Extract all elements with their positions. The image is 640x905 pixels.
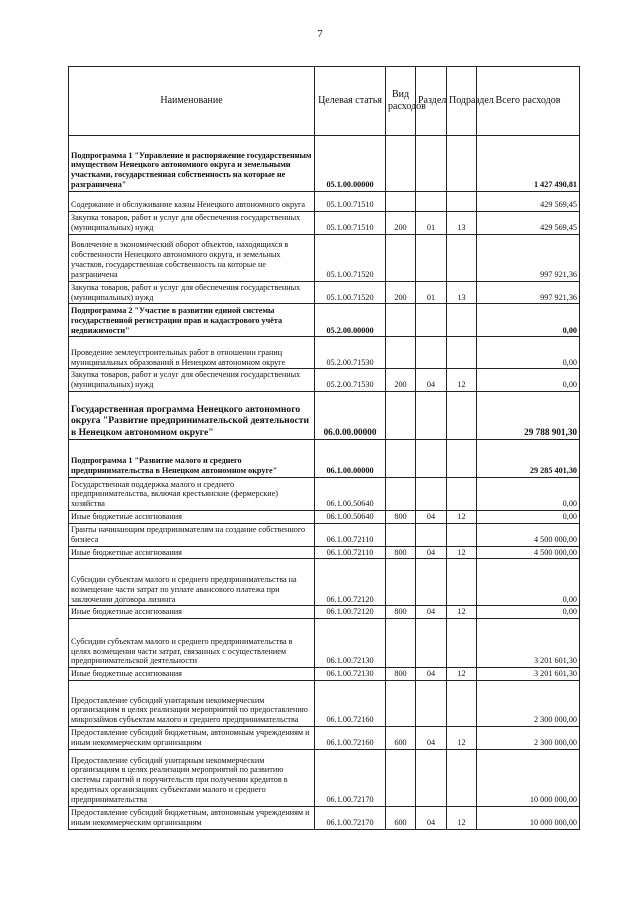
cell-total: 0,00 <box>477 606 580 619</box>
cell-subsection <box>447 337 477 369</box>
cell-name: Иные бюджетные ассигнования <box>69 511 315 524</box>
cell-kind: 200 <box>386 369 416 392</box>
cell-total: 4 500 000,00 <box>477 523 580 546</box>
table-row <box>69 369 580 392</box>
table-row <box>69 806 580 829</box>
cell-subsection: 12 <box>447 606 477 619</box>
cell-total: 29 788 901,30 <box>477 392 580 440</box>
cell-article: 05.1.00.71510 <box>315 212 386 235</box>
cell-kind: 200 <box>386 212 416 235</box>
cell-total: 0,00 <box>477 337 580 369</box>
table-row <box>69 234 580 281</box>
cell-kind <box>386 619 416 668</box>
cell-total: 0,00 <box>477 369 580 392</box>
cell-section <box>416 681 447 727</box>
cell-total: 429 569,45 <box>477 192 580 212</box>
table-row <box>69 478 580 511</box>
cell-section <box>416 440 447 478</box>
cell-total: 0,00 <box>477 478 580 511</box>
cell-name: Подпрограмма 1 "Развитие малого и среднего предпринимательства в Ненецком автономном округе" <box>69 440 315 478</box>
cell-section: 04 <box>416 727 447 750</box>
cell-subsection <box>447 619 477 668</box>
cell-subsection: 12 <box>447 727 477 750</box>
cell-name: Субсидии субъектам малого и среднего предпринимательства в целях возмещения части затрат, связанных с осуществлением предпринимательской деятельности <box>69 619 315 668</box>
budget-table <box>68 66 580 830</box>
cell-total: 0,00 <box>477 304 580 337</box>
cell-article: 06.1.00.50640 <box>315 478 386 511</box>
cell-article: 05.2.00.71530 <box>315 369 386 392</box>
cell-total: 2 300 000,00 <box>477 681 580 727</box>
cell-name: Гранты начинающим предпринимателям на создание собственного бизнеса <box>69 523 315 546</box>
cell-kind <box>386 523 416 546</box>
cell-article: 06.1.00.72160 <box>315 727 386 750</box>
table-row <box>69 392 580 440</box>
cell-section: 01 <box>416 212 447 235</box>
cell-section: 04 <box>416 806 447 829</box>
cell-subsection <box>447 681 477 727</box>
cell-subsection: 12 <box>447 668 477 681</box>
cell-subsection <box>447 440 477 478</box>
cell-article: 06.1.00.50640 <box>315 511 386 524</box>
cell-section <box>416 619 447 668</box>
cell-name: Субсидии субъектам малого и среднего предпринимательства на возмещение части затрат по уплате авансового платежа при заключении договора лизинга <box>69 559 315 606</box>
cell-section <box>416 192 447 212</box>
cell-total: 29 285 401,30 <box>477 440 580 478</box>
cell-total: 0,00 <box>477 511 580 524</box>
cell-kind <box>386 304 416 337</box>
page-number: 7 <box>317 28 323 40</box>
table-row <box>69 511 580 524</box>
table-row <box>69 136 580 192</box>
cell-name: Государственная программа Ненецкого автономного округа "Развитие предпринимательской деятельности в Ненецком автономном округе" <box>69 392 315 440</box>
table-row <box>69 337 580 369</box>
cell-article: 06.1.00.72110 <box>315 523 386 546</box>
cell-total: 3 201 601,30 <box>477 668 580 681</box>
cell-section: 04 <box>416 511 447 524</box>
cell-article: 05.1.00.71520 <box>315 281 386 304</box>
cell-article: 06.0.00.00000 <box>315 392 386 440</box>
cell-kind <box>386 234 416 281</box>
cell-name: Предоставление субсидий унитарным некоммерческим организациям в целях реализации мероприятий по развитию системы гарантий и поручительств при получении кредитов в кредитных организациях субъектами малого и среднего предпринимательства <box>69 749 315 806</box>
cell-kind: 800 <box>386 606 416 619</box>
cell-section <box>416 304 447 337</box>
cell-section: 04 <box>416 606 447 619</box>
cell-section: 01 <box>416 281 447 304</box>
header-section: Раздел <box>416 67 447 136</box>
table-row <box>69 681 580 727</box>
cell-name: Закупка товаров, работ и услуг для обеспечения государственных (муниципальных) нужд <box>69 369 315 392</box>
cell-total: 0,00 <box>477 559 580 606</box>
cell-kind <box>386 440 416 478</box>
table-row <box>69 212 580 235</box>
cell-article: 05.1.00.71520 <box>315 234 386 281</box>
table-row <box>69 727 580 750</box>
cell-kind <box>386 478 416 511</box>
cell-article: 05.2.00.71530 <box>315 337 386 369</box>
cell-article: 06.1.00.72130 <box>315 668 386 681</box>
cell-section: 04 <box>416 668 447 681</box>
cell-article: 06.1.00.72130 <box>315 619 386 668</box>
header-name: Наименование <box>69 67 315 136</box>
cell-section: 04 <box>416 369 447 392</box>
cell-subsection <box>447 478 477 511</box>
cell-name: Предоставление субсидий бюджетным, автономным учреждениям и иным некоммерческим организациям <box>69 806 315 829</box>
cell-article: 05.2.00.00000 <box>315 304 386 337</box>
cell-section <box>416 392 447 440</box>
cell-name: Закупка товаров, работ и услуг для обеспечения государственных (муниципальных) нужд <box>69 212 315 235</box>
cell-kind <box>386 192 416 212</box>
table-row <box>69 619 580 668</box>
cell-section <box>416 559 447 606</box>
cell-article: 06.1.00.72120 <box>315 606 386 619</box>
header-kind: Вид расходов <box>386 67 416 136</box>
cell-article: 06.1.00.00000 <box>315 440 386 478</box>
cell-name: Иные бюджетные ассигнования <box>69 668 315 681</box>
table-row <box>69 668 580 681</box>
cell-kind <box>386 136 416 192</box>
cell-section <box>416 234 447 281</box>
table-row <box>69 559 580 606</box>
cell-subsection: 12 <box>447 369 477 392</box>
cell-subsection <box>447 392 477 440</box>
header-total: Всего расходов <box>477 67 580 136</box>
table-row <box>69 749 580 806</box>
cell-total: 1 427 490,81 <box>477 136 580 192</box>
cell-kind <box>386 337 416 369</box>
cell-name: Подпрограмма 1 "Управление и распоряжение государственным имуществом Ненецкого автономного округа и земельными участками, государственная собственность на которые не разграничена" <box>69 136 315 192</box>
cell-article: 06.1.00.72170 <box>315 806 386 829</box>
cell-subsection <box>447 523 477 546</box>
cell-name: Государственная поддержка малого и среднего предпринимательства, включая крестьянские (фермерские) хозяйства <box>69 478 315 511</box>
cell-total: 4 500 000,00 <box>477 546 580 559</box>
cell-section <box>416 136 447 192</box>
cell-total: 10 000 000,00 <box>477 806 580 829</box>
cell-article: 05.1.00.00000 <box>315 136 386 192</box>
cell-article: 06.1.00.72170 <box>315 749 386 806</box>
cell-subsection <box>447 234 477 281</box>
cell-subsection: 12 <box>447 511 477 524</box>
cell-section <box>416 337 447 369</box>
cell-subsection <box>447 559 477 606</box>
cell-total: 3 201 601,30 <box>477 619 580 668</box>
cell-name: Содержание и обслуживание казны Ненецкого автономного округа <box>69 192 315 212</box>
cell-total: 997 921,36 <box>477 234 580 281</box>
table-row <box>69 606 580 619</box>
cell-subsection: 13 <box>447 281 477 304</box>
cell-name: Иные бюджетные ассигнования <box>69 546 315 559</box>
cell-total: 997 921,36 <box>477 281 580 304</box>
header-subsection: Подраздел <box>447 67 477 136</box>
cell-kind <box>386 749 416 806</box>
cell-subsection: 12 <box>447 546 477 559</box>
cell-name: Вовлечение в экономический оборот объектов, находящихся в собственности Ненецкого автономного округа, и земельных участков, государственная собственность на которые не разграничена <box>69 234 315 281</box>
cell-section <box>416 478 447 511</box>
cell-name: Предоставление субсидий бюджетным, автономным учреждениям и иным некоммерческим организациям <box>69 727 315 750</box>
table-row <box>69 546 580 559</box>
cell-kind: 800 <box>386 511 416 524</box>
cell-name: Проведение землеустроительных работ в отношении границ муниципальных образований в Ненецком автономном округе <box>69 337 315 369</box>
cell-kind: 600 <box>386 727 416 750</box>
table-row <box>69 440 580 478</box>
cell-name: Подпрограмма 2 "Участие в развитии единой системы государственной регистрации прав и кадастрового учёта недвижимости" <box>69 304 315 337</box>
cell-kind: 800 <box>386 668 416 681</box>
cell-name: Иные бюджетные ассигнования <box>69 606 315 619</box>
cell-section: 04 <box>416 546 447 559</box>
cell-section <box>416 523 447 546</box>
cell-subsection <box>447 136 477 192</box>
cell-article: 06.1.00.72160 <box>315 681 386 727</box>
cell-total: 429 569,45 <box>477 212 580 235</box>
header-article: Целевая статья <box>315 67 386 136</box>
cell-article: 06.1.00.72110 <box>315 546 386 559</box>
cell-kind <box>386 681 416 727</box>
cell-total: 10 000 000,00 <box>477 749 580 806</box>
cell-subsection: 13 <box>447 212 477 235</box>
table-header-row <box>69 67 580 136</box>
cell-kind <box>386 392 416 440</box>
table-row <box>69 523 580 546</box>
cell-kind: 600 <box>386 806 416 829</box>
cell-kind: 800 <box>386 546 416 559</box>
table-row <box>69 192 580 212</box>
cell-name: Предоставление субсидий унитарным некоммерческим организациям в целях реализации мероприятий по предоставлению микрозаймов субъектам малого и среднего предпринимательства <box>69 681 315 727</box>
cell-article: 05.1.00.71510 <box>315 192 386 212</box>
cell-kind <box>386 559 416 606</box>
cell-kind: 200 <box>386 281 416 304</box>
table-body <box>69 136 580 830</box>
cell-total: 2 300 000,00 <box>477 727 580 750</box>
cell-subsection <box>447 192 477 212</box>
cell-name: Закупка товаров, работ и услуг для обеспечения государственных (муниципальных) нужд <box>69 281 315 304</box>
cell-subsection <box>447 304 477 337</box>
table-row <box>69 281 580 304</box>
table-row <box>69 304 580 337</box>
cell-subsection <box>447 749 477 806</box>
cell-article: 06.1.00.72120 <box>315 559 386 606</box>
cell-subsection: 12 <box>447 806 477 829</box>
cell-section <box>416 749 447 806</box>
